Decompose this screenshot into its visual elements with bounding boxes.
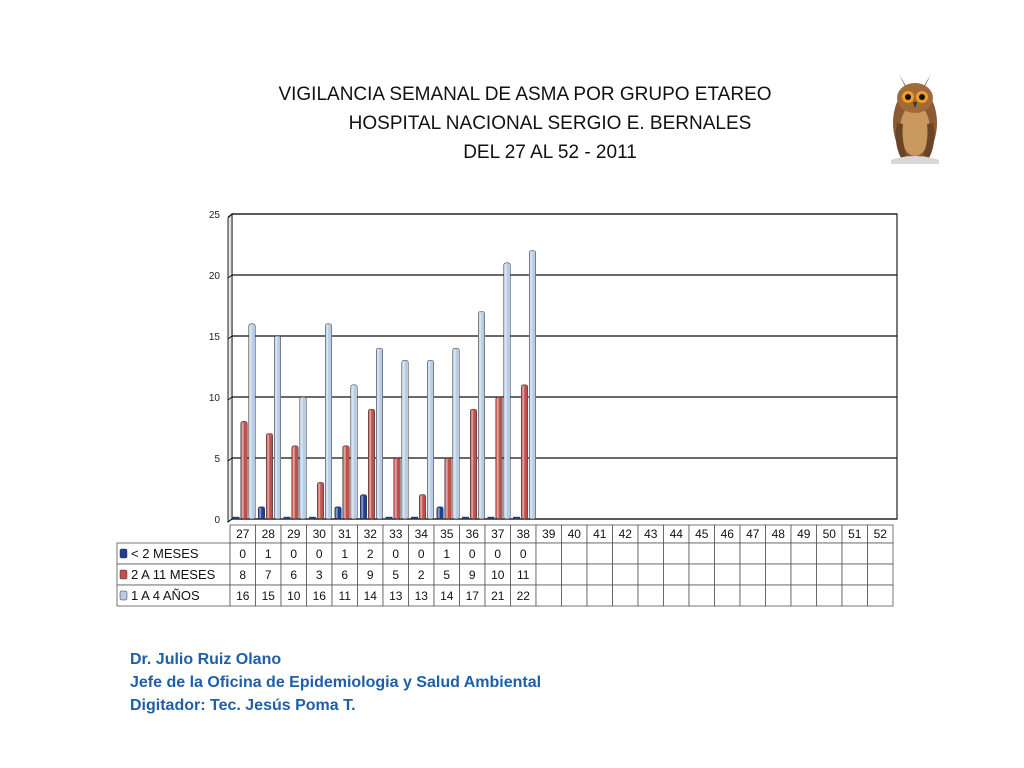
bar-highlight <box>446 459 448 518</box>
bar-body <box>258 507 265 519</box>
table-cell <box>868 543 894 564</box>
bar-highlight <box>369 410 371 518</box>
table-cell <box>638 585 664 606</box>
table-cell <box>562 543 588 564</box>
table-cell <box>689 564 715 585</box>
bar-body <box>233 517 240 519</box>
x-tick-label: 49 <box>797 527 811 541</box>
x-tick-label: 29 <box>287 527 301 541</box>
data-label: 13 <box>389 589 403 603</box>
x-tick-label: 38 <box>516 527 530 541</box>
bar <box>284 517 291 519</box>
table-cell <box>766 543 792 564</box>
table-cell <box>740 585 766 606</box>
bar-body <box>317 482 324 519</box>
bar <box>411 517 418 519</box>
bar-body <box>504 263 511 519</box>
bar <box>478 312 485 519</box>
data-label: 3 <box>315 568 323 582</box>
bar-highlight <box>301 398 303 518</box>
table-cell <box>715 543 741 564</box>
bar-highlight <box>403 361 405 518</box>
table-cell <box>587 585 613 606</box>
x-tick-label: 41 <box>593 527 607 541</box>
legend-label: 1 A 4 AÑOS <box>131 588 200 603</box>
table-cell <box>638 564 664 585</box>
table-cell <box>587 564 613 585</box>
table-cell <box>791 564 817 585</box>
bar <box>453 348 460 519</box>
x-tick-label: 30 <box>312 527 326 541</box>
bar-body <box>394 458 401 519</box>
bar-body <box>462 517 469 519</box>
table-cell <box>536 543 562 564</box>
table-cell <box>664 585 690 606</box>
table-cell <box>842 585 868 606</box>
bar-highlight <box>267 435 269 518</box>
data-label: 10 <box>491 568 505 582</box>
data-label: 16 <box>312 589 326 603</box>
bar-body <box>376 348 383 519</box>
data-label: 0 <box>417 547 425 561</box>
bar-body <box>309 517 316 519</box>
table-cell <box>715 585 741 606</box>
bar-highlight <box>505 264 507 518</box>
bar <box>513 517 520 519</box>
data-label: 2 <box>366 547 374 561</box>
bar <box>266 434 273 519</box>
table-cell <box>766 585 792 606</box>
bar-highlight <box>377 349 379 518</box>
bar-body <box>513 517 520 519</box>
footer <box>130 648 541 717</box>
bar-body <box>488 517 495 519</box>
table-cell <box>613 564 639 585</box>
table-cell <box>536 564 562 585</box>
legend-swatch <box>120 591 127 600</box>
x-tick-label: 32 <box>363 527 377 541</box>
table-cell <box>664 543 690 564</box>
bar <box>470 409 477 519</box>
bar-body <box>453 348 460 519</box>
bar <box>360 495 367 519</box>
legend-label: 2 A 11 MESES <box>131 567 216 582</box>
bar <box>249 324 256 519</box>
data-label: 5 <box>443 568 451 582</box>
bar-body <box>437 507 444 519</box>
table-cell <box>817 564 843 585</box>
bar-body <box>521 385 528 519</box>
x-tick-label: 37 <box>491 527 505 541</box>
data-label: 17 <box>465 589 479 603</box>
bar-body <box>249 324 256 519</box>
legend-swatch <box>120 549 127 558</box>
bar-highlight <box>318 483 320 518</box>
bar-body <box>292 446 299 519</box>
bar <box>241 421 248 519</box>
bar-body <box>266 434 273 519</box>
table-cell <box>613 585 639 606</box>
bar <box>258 507 265 519</box>
bar-highlight <box>250 325 252 518</box>
bar-body <box>351 385 358 519</box>
table-cell <box>587 543 613 564</box>
data-label: 0 <box>468 547 476 561</box>
table-cell <box>868 585 894 606</box>
bar-highlight <box>259 508 261 518</box>
data-label: 16 <box>236 589 250 603</box>
bar <box>437 507 444 519</box>
y-tick-label: 0 <box>214 515 220 526</box>
data-label: 6 <box>341 568 349 582</box>
bar <box>309 517 316 519</box>
bar <box>521 385 528 519</box>
bar <box>376 348 383 519</box>
bar <box>419 495 426 519</box>
x-tick-label: 48 <box>771 527 785 541</box>
y-tick-label: 10 <box>208 393 220 404</box>
bar-highlight <box>479 313 481 518</box>
data-label: 0 <box>392 547 400 561</box>
data-label: 21 <box>491 589 505 603</box>
bar-body <box>411 517 418 519</box>
bar <box>496 397 503 519</box>
bar-highlight <box>293 447 295 518</box>
bar-body <box>445 458 452 519</box>
data-label: 5 <box>392 568 400 582</box>
plot-side-wall <box>228 214 232 522</box>
bar <box>462 517 469 519</box>
x-tick-label: 51 <box>848 527 862 541</box>
bar-body <box>241 421 248 519</box>
bar-highlight <box>275 337 277 518</box>
x-tick-label: 42 <box>618 527 632 541</box>
data-label: 0 <box>315 547 323 561</box>
table-cell <box>536 585 562 606</box>
bar <box>368 409 375 519</box>
bar-body <box>343 446 350 519</box>
data-label: 22 <box>516 589 530 603</box>
bar <box>529 251 536 519</box>
x-tick-label: 43 <box>644 527 658 541</box>
data-label: 0 <box>239 547 247 561</box>
table-cell <box>842 543 868 564</box>
bar-highlight <box>395 459 397 518</box>
bar-body <box>427 360 434 519</box>
table-cell <box>740 543 766 564</box>
data-label: 10 <box>287 589 301 603</box>
bar-body <box>529 251 536 519</box>
bar-highlight <box>454 349 456 518</box>
y-tick-label: 5 <box>214 454 220 465</box>
data-label: 7 <box>264 568 272 582</box>
bar-highlight <box>471 410 473 518</box>
x-tick-label: 44 <box>669 527 683 541</box>
x-tick-label: 47 <box>746 527 760 541</box>
bar-body <box>284 517 291 519</box>
data-label: 9 <box>366 568 374 582</box>
bar-body <box>360 495 367 519</box>
bar-body <box>300 397 307 519</box>
data-label: 2 <box>417 568 425 582</box>
bar <box>300 397 307 519</box>
x-tick-label: 27 <box>236 527 250 541</box>
x-tick-label: 36 <box>465 527 479 541</box>
bar-body <box>325 324 332 519</box>
x-tick-label: 28 <box>261 527 275 541</box>
data-label: 1 <box>264 547 272 561</box>
bar <box>394 458 401 519</box>
x-tick-label: 39 <box>542 527 556 541</box>
data-label: 8 <box>239 568 247 582</box>
table-cell <box>664 564 690 585</box>
legend-swatch <box>120 570 127 579</box>
x-tick-label: 34 <box>414 527 428 541</box>
x-tick-label: 40 <box>567 527 581 541</box>
bar <box>504 263 511 519</box>
table-cell <box>740 564 766 585</box>
x-tick-label: 45 <box>695 527 709 541</box>
bar-body <box>419 495 426 519</box>
bar <box>335 507 342 519</box>
footer-author: Dr. Julio Ruiz Olano <box>130 651 282 668</box>
y-tick-label: 25 <box>208 210 220 221</box>
bar-highlight <box>428 361 430 518</box>
bar-highlight <box>352 386 354 518</box>
table-cell <box>817 585 843 606</box>
table-cell <box>562 564 588 585</box>
table-cell <box>689 543 715 564</box>
bar-body <box>386 517 393 519</box>
table-cell <box>689 585 715 606</box>
data-label: 15 <box>261 589 275 603</box>
bar <box>386 517 393 519</box>
bar-highlight <box>522 386 524 518</box>
x-tick-label: 50 <box>822 527 836 541</box>
table-cell <box>791 543 817 564</box>
bar-highlight <box>336 508 338 518</box>
x-tick-label: 52 <box>873 527 887 541</box>
bar-highlight <box>361 496 363 518</box>
bar <box>317 482 324 519</box>
data-label: 9 <box>468 568 476 582</box>
title-line-2: HOSPITAL NACIONAL SERGIO E. BERNALES <box>348 113 752 134</box>
bar <box>488 517 495 519</box>
table-cell <box>817 543 843 564</box>
x-tick-label: 35 <box>440 527 454 541</box>
data-label: 14 <box>363 589 377 603</box>
bar-body <box>335 507 342 519</box>
x-tick-label: 31 <box>338 527 352 541</box>
bar-body <box>470 409 477 519</box>
bar-highlight <box>438 508 440 518</box>
table-cell <box>638 543 664 564</box>
table-cell <box>562 585 588 606</box>
bar-highlight <box>242 422 244 518</box>
bar-highlight <box>497 398 499 518</box>
data-label: 1 <box>341 547 349 561</box>
y-tick-label: 20 <box>208 271 220 282</box>
x-tick-label: 33 <box>389 527 403 541</box>
legend-label: < 2 MESES <box>131 546 199 561</box>
bar-body <box>478 312 485 519</box>
bar <box>445 458 452 519</box>
bar <box>274 336 281 519</box>
data-label: 11 <box>517 568 530 582</box>
bar <box>402 360 409 519</box>
table-cell <box>791 585 817 606</box>
table-cell <box>842 564 868 585</box>
bar-body <box>274 336 281 519</box>
bar <box>427 360 434 519</box>
title-line-3: DEL 27 AL 52 - 2011 <box>463 142 637 163</box>
bar-body <box>402 360 409 519</box>
data-label: 6 <box>290 568 298 582</box>
bar-body <box>496 397 503 519</box>
table-cell <box>868 564 894 585</box>
data-label: 0 <box>519 547 527 561</box>
bar <box>343 446 350 519</box>
table-cell <box>766 564 792 585</box>
bar <box>351 385 358 519</box>
footer-role: Jefe de la Oficina de Epidemiologia y Salud Ambiental <box>130 674 542 691</box>
data-label: 0 <box>494 547 502 561</box>
data-label: 1 <box>443 547 451 561</box>
y-tick-label: 15 <box>208 332 220 343</box>
bar-highlight <box>530 252 532 518</box>
bar <box>292 446 299 519</box>
bar-highlight <box>344 447 346 518</box>
title-line-1: VIGILANCIA SEMANAL DE ASMA POR GRUPO ETAREO <box>278 84 772 105</box>
bar-body <box>368 409 375 519</box>
table-cell <box>715 564 741 585</box>
bar-highlight <box>420 496 422 518</box>
data-label: 11 <box>338 589 351 603</box>
bar <box>325 324 332 519</box>
data-label: 0 <box>290 547 298 561</box>
table-cell <box>613 543 639 564</box>
x-tick-label: 46 <box>720 527 734 541</box>
footer-typist: Digitador: Tec. Jesús Poma T. <box>130 697 356 714</box>
data-label: 14 <box>440 589 454 603</box>
bar <box>233 517 240 519</box>
data-label: 13 <box>414 589 428 603</box>
bar-highlight <box>326 325 328 518</box>
